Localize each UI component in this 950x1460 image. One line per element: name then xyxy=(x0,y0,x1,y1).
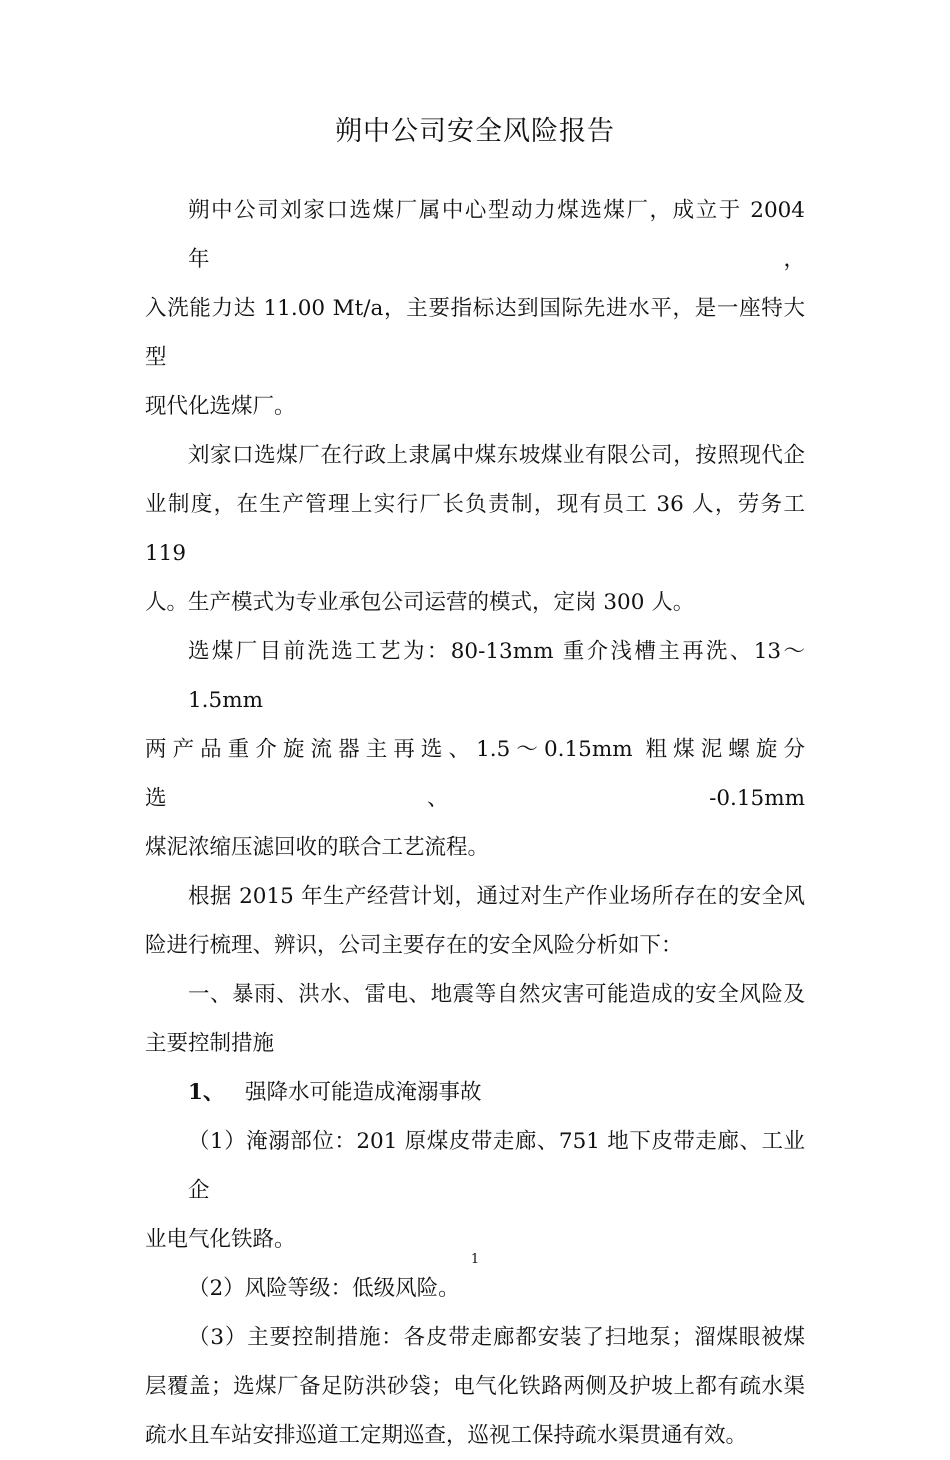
item-risk-level xyxy=(145,1264,805,1313)
paragraph-line: 入洗能力达 11.00 Mt/a，主要指标达到国际先进水平，是一座特大型 xyxy=(145,296,805,370)
paragraph-line: 两产品重介旋流器主再选、1.5～0.15mm 粗煤泥螺旋分选、-0.15mm xyxy=(145,737,805,811)
paragraph-line: 煤泥浓缩压滤回收的联合工艺流程。 xyxy=(145,835,490,860)
paragraph-line: （3）主要控制措施：各皮带走廊都安装了扫地泵；溜煤眼被煤 xyxy=(188,1325,805,1350)
paragraph-line: （1）淹溺部位：201 原煤皮带走廊、751 地下皮带走廊、工业企 xyxy=(188,1129,805,1203)
subheading-line xyxy=(145,1068,805,1117)
section-heading-natural-disasters xyxy=(145,970,805,1068)
paragraph-line: 业电气化铁路。 xyxy=(145,1227,296,1252)
document-title: 朔中公司安全风险报告 xyxy=(335,116,615,147)
paragraph-line: 人。生产模式为专业承包公司运营的模式，定岗 300 人。 xyxy=(145,590,695,615)
paragraph-line: 业制度，在生产管理上实行厂长负责制，现有员工 36 人，劳务工 119 xyxy=(145,492,805,566)
page-number: 1 xyxy=(470,1252,480,1267)
paragraph-line: （2）风险等级：低级风险。 xyxy=(188,1276,460,1301)
paragraph-management xyxy=(145,431,805,627)
document-body xyxy=(145,186,805,1460)
paragraph-line: 根据 2015 年生产经营计划，通过对生产作业场所存在的安全风 xyxy=(188,884,805,909)
paragraph-line: 现代化选煤厂。 xyxy=(145,394,296,419)
paragraph-company-overview xyxy=(145,186,805,431)
paragraph-line: 险进行梳理、辨识，公司主要存在的安全风险分析如下： xyxy=(145,933,683,958)
subheading-number: 1、 xyxy=(188,1080,225,1105)
paragraph-line: 刘家口选煤厂在行政上隶属中煤东坡煤业有限公司，按照现代企 xyxy=(188,443,805,468)
paragraph-line: 朔中公司刘家口选煤厂属中心型动力煤选煤厂，成立于 2004 年， xyxy=(188,198,805,272)
paragraph-line: 疏水且车站安排巡道工定期巡查，巡视工保持疏水渠贯通有效。 xyxy=(145,1423,748,1448)
paragraph-line: 选煤厂目前洗选工艺为：80-13mm 重介浅槽主再洗、13～1.5mm xyxy=(188,639,805,713)
paragraph-line: 层覆盖；选煤厂备足防洪砂袋；电气化铁路两侧及护坡上都有疏水渠 xyxy=(145,1374,805,1399)
item-control-measures xyxy=(145,1313,805,1460)
paragraph-risk-intro xyxy=(145,872,805,970)
paragraph-line: 主要控制措施 xyxy=(145,1031,275,1056)
item-drowning-locations xyxy=(145,1117,805,1264)
paragraph-process xyxy=(145,627,805,872)
subheading-text: 强降水可能造成淹溺事故 xyxy=(244,1080,482,1105)
paragraph-line: 一、暴雨、洪水、雷电、地震等自然灾害可能造成的安全风险及 xyxy=(188,982,805,1007)
subheading-drowning-risk xyxy=(145,1068,805,1117)
